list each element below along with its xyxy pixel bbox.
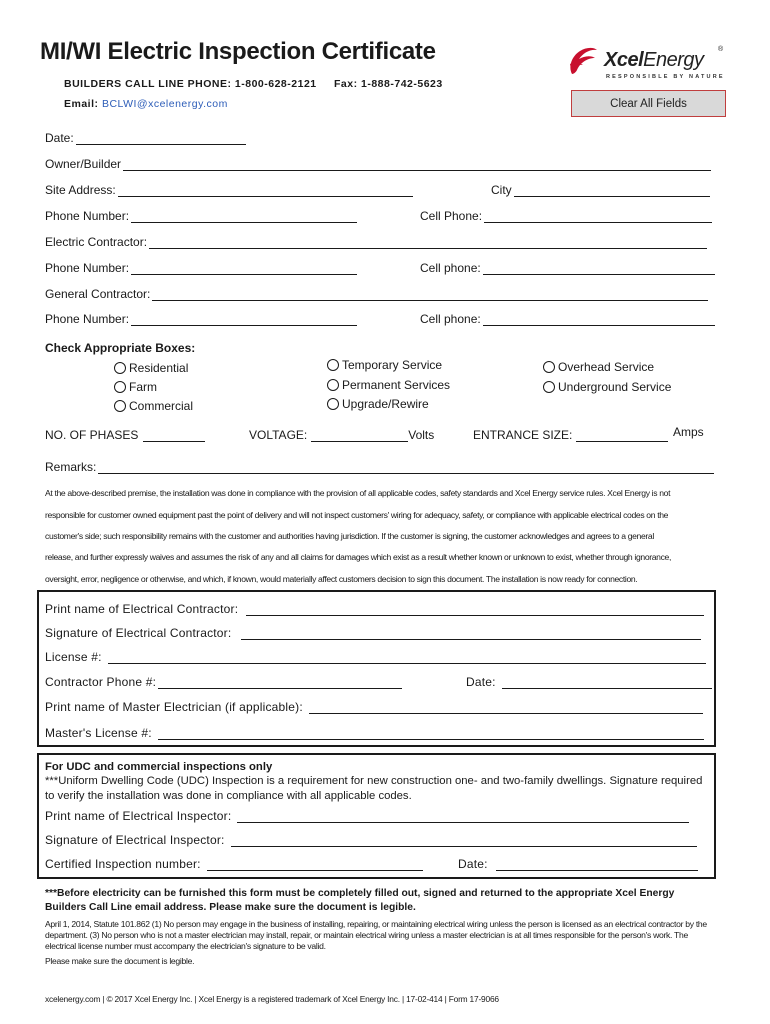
phone-number-field-3[interactable] [131, 314, 357, 326]
electric-contractor-row: Electric Contractor: [45, 235, 707, 249]
license-field[interactable] [108, 652, 706, 664]
disclaimer-line: At the above-described premise, the installation was done in compliance with the provision of all applicable codes, safety standards and Xcel Energy service rules. Xcel Energy is not [45, 488, 671, 498]
contractor-signature-row: Signature of Electrical Contractor: [45, 626, 701, 640]
radio-circle-icon[interactable] [327, 398, 339, 410]
radio-permanent-services[interactable]: Permanent Services [327, 378, 450, 392]
radio-circle-icon[interactable] [543, 381, 555, 393]
inspection-date-row: Date: [458, 857, 698, 871]
radio-circle-icon[interactable] [114, 362, 126, 374]
return-form-warning: ***Before electricity can be furnished this form must be completely filled out, signed and returned to the appropriate Xcel Energy Builders Call Line email address. Please make sure the document is legible. [45, 888, 675, 913]
owner-row: Owner/Builder [45, 157, 711, 171]
logo-wordmark: XcelEnergy [604, 49, 704, 71]
phone-number-row-2: Phone Number: [45, 261, 357, 275]
date-row: Date: [45, 131, 246, 145]
electric-contractor-field[interactable] [149, 237, 707, 249]
disclaimer-line: oversight, error, negligence or otherwise, and which, if known, would materially affect customers decision to sign this document. The installation is now ready for connection. [45, 574, 638, 584]
master-electrician-field[interactable] [309, 702, 703, 714]
license-row: License #: [45, 650, 706, 664]
general-contractor-row: General Contractor: [45, 287, 708, 301]
inspection-date-field[interactable] [496, 859, 698, 871]
city-field[interactable] [514, 185, 710, 197]
email-row [64, 98, 228, 110]
fax-number: Fax: 1-888-742-5623 [334, 78, 443, 90]
contractor-signature-field[interactable] [241, 628, 701, 640]
radio-circle-icon[interactable] [114, 400, 126, 412]
cell-phone-row-2: Cell phone: [420, 261, 715, 275]
radio-underground-service[interactable]: Underground Service [543, 380, 671, 394]
legible-note: Please make sure the document is legible. [45, 956, 195, 966]
udc-heading: For UDC and commercial inspections only [45, 761, 273, 773]
site-address-field[interactable] [118, 185, 413, 197]
radio-residential[interactable]: Residential [114, 361, 188, 375]
logo-tagline: RESPONSIBLE BY NATURE [606, 74, 725, 80]
inspector-name-field[interactable] [237, 811, 689, 823]
page-title: MI/WI Electric Inspection Certificate [40, 38, 436, 65]
master-license-row: Master's License #: [45, 726, 704, 740]
radio-farm[interactable]: Farm [114, 380, 157, 394]
master-electrician-row: Print name of Master Electrician (if applicable): [45, 700, 703, 714]
registered-mark: ® [718, 46, 724, 53]
email-link[interactable]: BCLWI@xcelenergy.com [101, 98, 228, 110]
certified-number-field[interactable] [207, 859, 423, 871]
owner-field[interactable] [123, 159, 711, 171]
general-contractor-field[interactable] [152, 289, 708, 301]
xcel-flame-icon [566, 44, 600, 78]
voltage-field[interactable] [311, 430, 408, 442]
statute-text: April 1, 2014, Statute 101.862 (1) No person may engage in the business of installing, repairing, or maintaining electrical wiring unless the person is licensed as an electrical contractor by the department. (3) No person who is not a master electrician may install, repair, or maintain electrical wiring unless a master electrician is at all times responsible for the person's work. The electrical license number must accompany the electrician's signature to be valid. [45, 919, 707, 951]
radio-overhead-service[interactable]: Overhead Service [543, 360, 654, 374]
phone-number-row-1: Phone Number: [45, 209, 357, 223]
builders-phone: BUILDERS CALL LINE PHONE: 1-800-628-2121 [64, 78, 317, 90]
contractor-phone-field[interactable] [158, 677, 402, 689]
disclaimer-line: release, and further expressly waives and assumes the risk of any and all claims for damages which exist as a result whether known or unknown to exist, whether through ignorance, [45, 552, 672, 562]
voltage-row: VOLTAGE: Volts [249, 428, 435, 442]
cell-phone-row-1: Cell Phone: [420, 209, 712, 223]
city-row: City [491, 183, 710, 197]
contractor-date-field[interactable] [502, 677, 712, 689]
contractor-name-row: Print name of Electrical Contractor: [45, 602, 704, 616]
inspector-signature-row: Signature of Electrical Inspector: [45, 833, 697, 847]
clear-all-fields-button[interactable]: Clear All Fields [571, 90, 726, 117]
check-boxes-heading: Check Appropriate Boxes: [45, 341, 196, 355]
phone-number-field-2[interactable] [131, 263, 357, 275]
radio-commercial[interactable]: Commercial [114, 399, 193, 413]
remarks-row: Remarks: [45, 460, 714, 474]
udc-description: ***Uniform Dwelling Code (UDC) Inspection is a requirement for new construction one- and two-family dwellings. Signature required to verify the installation was done in compliance with all applicable codes. [45, 775, 703, 802]
cell-phone-row-3: Cell phone: [420, 312, 715, 326]
date-field[interactable] [76, 133, 246, 145]
copyright-footer: xcelenergy.com | © 2017 Xcel Energy Inc. | Xcel Energy is a registered trademark of Xcel Energy Inc. | 17-02-414 | Form 17-9066 [45, 994, 499, 1004]
inspector-signature-field[interactable] [231, 835, 697, 847]
phone-number-field-1[interactable] [131, 211, 357, 223]
contractor-phone-row: Contractor Phone #: [45, 675, 402, 689]
phone-number-row-3: Phone Number: [45, 312, 357, 326]
amps-label: Amps [673, 425, 704, 439]
xcel-energy-logo [566, 44, 728, 84]
site-address-row: Site Address: [45, 183, 413, 197]
radio-circle-icon[interactable] [543, 361, 555, 373]
remarks-field[interactable] [98, 462, 714, 474]
cell-phone-field-3[interactable] [483, 314, 715, 326]
cell-phone-field-2[interactable] [483, 263, 715, 275]
master-license-field[interactable] [158, 728, 704, 740]
disclaimer-line: responsible for customer owned equipment past the point of delivery and will not inspect customers' wiring for adequacy, safety, or compliance with applicable electrical codes on the [45, 510, 669, 520]
certified-number-row: Certified Inspection number: [45, 857, 423, 871]
email-label: Email: [64, 98, 99, 110]
phases-row: NO. OF PHASES [45, 428, 205, 442]
contractor-date-row: Date: [466, 675, 712, 689]
contractor-name-field[interactable] [246, 604, 704, 616]
disclaimer-line: customer's side; such responsibility remains with the customer and authorities having jurisdiction. If the customer is signing, the customer acknowledges and agrees to a general [45, 531, 654, 541]
inspector-name-row: Print name of Electrical Inspector: [45, 809, 689, 823]
phases-field[interactable] [143, 430, 205, 442]
entrance-size-row: ENTRANCE SIZE: [473, 428, 668, 442]
radio-circle-icon[interactable] [114, 381, 126, 393]
radio-temporary-service[interactable]: Temporary Service [327, 358, 442, 372]
radio-circle-icon[interactable] [327, 379, 339, 391]
cell-phone-field-1[interactable] [484, 211, 712, 223]
entrance-size-field[interactable] [576, 430, 668, 442]
radio-circle-icon[interactable] [327, 359, 339, 371]
radio-upgrade-rewire[interactable]: Upgrade/Rewire [327, 397, 429, 411]
